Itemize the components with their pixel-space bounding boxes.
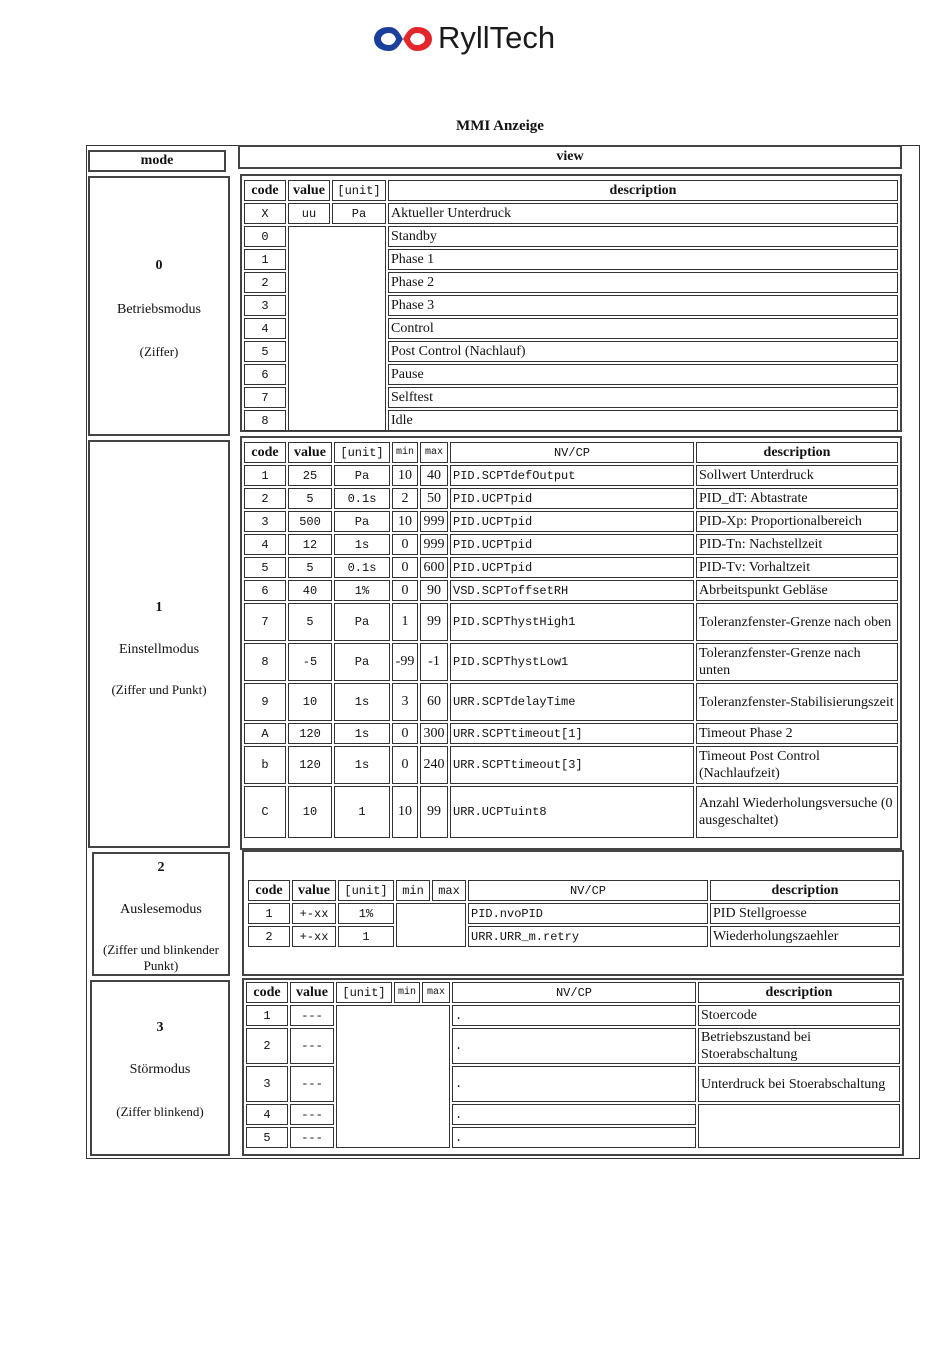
- mode-hint: (Ziffer): [139, 344, 179, 359]
- cell-max: 60: [420, 683, 448, 721]
- cell-max: 99: [420, 603, 448, 641]
- cell-value: ---: [290, 1005, 334, 1026]
- cell-description: Timeout Phase 2: [696, 723, 898, 744]
- cell-max: 50: [420, 488, 448, 509]
- cell-code: 4: [244, 318, 286, 339]
- col-min: min: [392, 442, 418, 463]
- cell-value: 12: [288, 534, 332, 555]
- cell-description: Wiederholungszaehler: [710, 926, 900, 947]
- table-row: [244, 746, 898, 784]
- table-header-row: [248, 880, 900, 901]
- cell-nv-cp: .: [452, 1028, 696, 1064]
- cell-description: Sollwert Unterdruck: [696, 465, 898, 486]
- cell-nv-cp: .: [452, 1066, 696, 1102]
- mode-name: Einstellmodus: [118, 642, 200, 657]
- cell-unit: Pa: [334, 643, 390, 681]
- table-header-row: [244, 442, 898, 463]
- col-min: min: [394, 982, 420, 1003]
- col-unit: [unit]: [336, 982, 392, 1003]
- cell-description: Pause: [388, 364, 898, 385]
- cell-nv-cp: PID.UCPTpid: [450, 488, 694, 509]
- cell-nv-cp: URR.SCPTtimeout[1]: [450, 723, 694, 744]
- cell-max: 99: [420, 786, 448, 838]
- cell-value: 500: [288, 511, 332, 532]
- cell-unit: 1s: [334, 723, 390, 744]
- cell-code: C: [244, 786, 286, 838]
- cell-nv-cp: URR.SCPTtimeout[3]: [450, 746, 694, 784]
- cell-nv-cp: PID.UCPTpid: [450, 511, 694, 532]
- cell-description: PID-Xp: Proportionalbereich: [696, 511, 898, 532]
- col-description: description: [698, 982, 900, 1003]
- cell-code: 6: [244, 580, 286, 601]
- cell-min: 10: [392, 786, 418, 838]
- cell-code: 2: [244, 272, 286, 293]
- cell-nv-cp: PID.UCPTpid: [450, 557, 694, 578]
- cell-description: Selftest: [388, 387, 898, 408]
- cell-value: ---: [290, 1066, 334, 1102]
- col-code: code: [244, 442, 286, 463]
- cell-value: 10: [288, 683, 332, 721]
- table-row: [244, 534, 898, 555]
- cell-max: 40: [420, 465, 448, 486]
- cell-value: 5: [288, 603, 332, 641]
- table-row: [244, 557, 898, 578]
- col-description: description: [696, 442, 898, 463]
- cell-max: 600: [420, 557, 448, 578]
- cell-code: 6: [244, 364, 286, 385]
- cell-max: 90: [420, 580, 448, 601]
- cell-min: 0: [392, 557, 418, 578]
- table-mode-3: [244, 980, 902, 1150]
- col-value: value: [288, 180, 330, 201]
- cell-code: 7: [244, 603, 286, 641]
- cell-description: Idle: [388, 410, 898, 431]
- cell-description: Phase 2: [388, 272, 898, 293]
- cell-code: 0: [244, 226, 286, 247]
- cell-description: Abrbeitspunkt Gebläse: [696, 580, 898, 601]
- cell-unit: 0.1s: [334, 488, 390, 509]
- cell-description: Toleranzfenster-Grenze nach oben: [696, 603, 898, 641]
- table-mode-2: [246, 878, 902, 949]
- cell-unit: 1s: [334, 534, 390, 555]
- empty-min-max-cell: [396, 903, 466, 947]
- table-mode-1: [242, 440, 900, 840]
- cell-nv-cp: URR.SCPTdelayTime: [450, 683, 694, 721]
- table-row: [248, 903, 900, 924]
- cell-value: ---: [290, 1104, 334, 1125]
- cell-code: 5: [244, 341, 286, 362]
- cell-value: ---: [290, 1127, 334, 1148]
- infinity-logo-icon: [372, 22, 434, 56]
- cell-unit: 1s: [334, 746, 390, 784]
- cell-value: 10: [288, 786, 332, 838]
- col-max: max: [422, 982, 450, 1003]
- table-row: [246, 1005, 900, 1026]
- table-row: [244, 203, 898, 224]
- cell-code: 2: [248, 926, 290, 947]
- cell-code: 1: [248, 903, 290, 924]
- cell-min: 0: [392, 723, 418, 744]
- cell-min: 1: [392, 603, 418, 641]
- cell-nv-cp: URR.URR_m.retry: [468, 926, 708, 947]
- mode-0-box: [88, 176, 230, 436]
- col-nv-cp: NV/CP: [468, 880, 708, 901]
- cell-max: 300: [420, 723, 448, 744]
- cell-value: 5: [288, 488, 332, 509]
- cell-nv-cp: .: [452, 1104, 696, 1125]
- cell-code: 4: [244, 534, 286, 555]
- empty-unit-min-max-cell: [336, 1005, 450, 1148]
- cell-max: 999: [420, 511, 448, 532]
- cell-min: 3: [392, 683, 418, 721]
- mode-3-box: [90, 980, 230, 1156]
- cell-description: PID-Tn: Nachstellzeit: [696, 534, 898, 555]
- table-header-row: [246, 982, 900, 1003]
- table-row: [244, 226, 898, 247]
- col-code: code: [248, 880, 290, 901]
- col-unit: [unit]: [338, 880, 394, 901]
- cell-min: 10: [392, 465, 418, 486]
- table-row: [244, 488, 898, 509]
- cell-code: 5: [246, 1127, 288, 1148]
- cell-value: 5: [288, 557, 332, 578]
- table-mode-0: [242, 178, 900, 433]
- cell-value: uu: [288, 203, 330, 224]
- cell-max: 999: [420, 534, 448, 555]
- cell-description: Stoercode: [698, 1005, 900, 1026]
- col-value: value: [288, 442, 332, 463]
- mode-name: Betriebsmodus: [117, 302, 201, 317]
- cell-description: Unterdruck bei Stoerabschaltung: [698, 1066, 900, 1102]
- cell-unit: 1: [338, 926, 394, 947]
- mode-number: 2: [157, 860, 165, 875]
- mode-1-box: [88, 440, 230, 848]
- cell-description: Anzahl Wiederholungsversuche (0 ausgeschaltet): [696, 786, 898, 838]
- mode-header: mode: [88, 150, 226, 172]
- col-unit: [unit]: [332, 180, 386, 201]
- ryll-tech-logo: [372, 20, 572, 60]
- mode-hint: (Ziffer blinkend): [116, 1104, 204, 1119]
- cell-max: 240: [420, 746, 448, 784]
- cell-unit: Pa: [334, 603, 390, 641]
- view-header: view: [238, 145, 902, 169]
- col-code: code: [244, 180, 286, 201]
- cell-code: b: [244, 746, 286, 784]
- cell-unit: 1s: [334, 683, 390, 721]
- cell-value: 120: [288, 723, 332, 744]
- cell-description: Standby: [388, 226, 898, 247]
- col-value: value: [292, 880, 336, 901]
- cell-nv-cp: VSD.SCPToffsetRH: [450, 580, 694, 601]
- cell-unit: Pa: [334, 465, 390, 486]
- cell-code: 1: [244, 249, 286, 270]
- col-nv-cp: NV/CP: [452, 982, 696, 1003]
- mode-hint: (Ziffer und blinkender Punkt): [103, 942, 219, 973]
- col-value: value: [290, 982, 334, 1003]
- col-min: min: [396, 880, 430, 901]
- table-row: [248, 926, 900, 947]
- table-row: [244, 465, 898, 486]
- cell-value: -5: [288, 643, 332, 681]
- table-row: [244, 580, 898, 601]
- cell-min: 2: [392, 488, 418, 509]
- cell-code: 1: [244, 465, 286, 486]
- cell-code: 2: [244, 488, 286, 509]
- cell-description: PID_dT: Abtastrate: [696, 488, 898, 509]
- cell-unit: 1%: [338, 903, 394, 924]
- cell-code: 5: [244, 557, 286, 578]
- cell-code: 9: [244, 683, 286, 721]
- table-row: [244, 683, 898, 721]
- cell-description: [698, 1104, 900, 1148]
- col-nv-cp: NV/CP: [450, 442, 694, 463]
- mode-hint: (Ziffer und Punkt): [111, 682, 207, 697]
- table-header-row: [244, 180, 898, 201]
- cell-code: X: [244, 203, 286, 224]
- cell-code: 8: [244, 643, 286, 681]
- cell-description: Aktueller Unterdruck: [388, 203, 898, 224]
- cell-description: Post Control (Nachlauf): [388, 341, 898, 362]
- table-row: [244, 723, 898, 744]
- cell-unit: Pa: [332, 203, 386, 224]
- cell-nv-cp: PID.SCPThystLow1: [450, 643, 694, 681]
- table-row: [244, 511, 898, 532]
- cell-code: 1: [246, 1005, 288, 1026]
- cell-min: 0: [392, 534, 418, 555]
- table-row: [244, 786, 898, 838]
- cell-unit: 1%: [334, 580, 390, 601]
- col-description: description: [388, 180, 898, 201]
- cell-nv-cp: PID.SCPThystHigh1: [450, 603, 694, 641]
- cell-description: PID-Tv: Vorhaltzeit: [696, 557, 898, 578]
- cell-description: Timeout Post Control (Nachlaufzeit): [696, 746, 898, 784]
- cell-code: 3: [244, 511, 286, 532]
- cell-code: 3: [244, 295, 286, 316]
- cell-value: 120: [288, 746, 332, 784]
- cell-description: Control: [388, 318, 898, 339]
- cell-nv-cp: PID.SCPTdefOutput: [450, 465, 694, 486]
- cell-unit: Pa: [334, 511, 390, 532]
- document-title: MMI Anzeige: [456, 118, 544, 134]
- col-max: max: [420, 442, 448, 463]
- cell-min: 0: [392, 746, 418, 784]
- cell-description: Toleranzfenster-Grenze nach unten: [696, 643, 898, 681]
- empty-value-cell: [288, 226, 386, 431]
- mode-2-box: [92, 852, 230, 976]
- cell-code: 3: [246, 1066, 288, 1102]
- col-code: code: [246, 982, 288, 1003]
- cell-value: +-xx: [292, 926, 336, 947]
- mode-number: 3: [156, 1020, 164, 1035]
- col-unit: [unit]: [334, 442, 390, 463]
- cell-min: 10: [392, 511, 418, 532]
- cell-code: 8: [244, 410, 286, 431]
- mode-number: 1: [155, 600, 163, 615]
- cell-description: Toleranzfenster-Stabilisierungszeit: [696, 683, 898, 721]
- cell-code: 2: [246, 1028, 288, 1064]
- cell-value: ---: [290, 1028, 334, 1064]
- cell-code: A: [244, 723, 286, 744]
- cell-min: -99: [392, 643, 418, 681]
- cell-max: -1: [420, 643, 448, 681]
- cell-code: 7: [244, 387, 286, 408]
- col-description: description: [710, 880, 900, 901]
- cell-nv-cp: .: [452, 1005, 696, 1026]
- cell-description: Betriebszustand bei Stoerabschaltung: [698, 1028, 900, 1064]
- cell-value: 40: [288, 580, 332, 601]
- cell-description: Phase 3: [388, 295, 898, 316]
- cell-nv-cp: PID.nvoPID: [468, 903, 708, 924]
- col-max: max: [432, 880, 466, 901]
- mode-name: Auslesemodus: [120, 902, 202, 917]
- cell-unit: 0.1s: [334, 557, 390, 578]
- cell-value: 25: [288, 465, 332, 486]
- table-row: [244, 603, 898, 641]
- cell-value: +-xx: [292, 903, 336, 924]
- cell-code: 4: [246, 1104, 288, 1125]
- mode-name: Störmodus: [129, 1062, 191, 1077]
- cell-min: 0: [392, 580, 418, 601]
- cell-unit: 1: [334, 786, 390, 838]
- cell-nv-cp: .: [452, 1127, 696, 1148]
- brand-name: RyllTech: [438, 20, 556, 55]
- cell-description: PID Stellgroesse: [710, 903, 900, 924]
- cell-description: Phase 1: [388, 249, 898, 270]
- table-row: [244, 643, 898, 681]
- cell-nv-cp: PID.UCPTpid: [450, 534, 694, 555]
- cell-nv-cp: URR.UCPTuint8: [450, 786, 694, 838]
- mode-number: 0: [155, 258, 163, 273]
